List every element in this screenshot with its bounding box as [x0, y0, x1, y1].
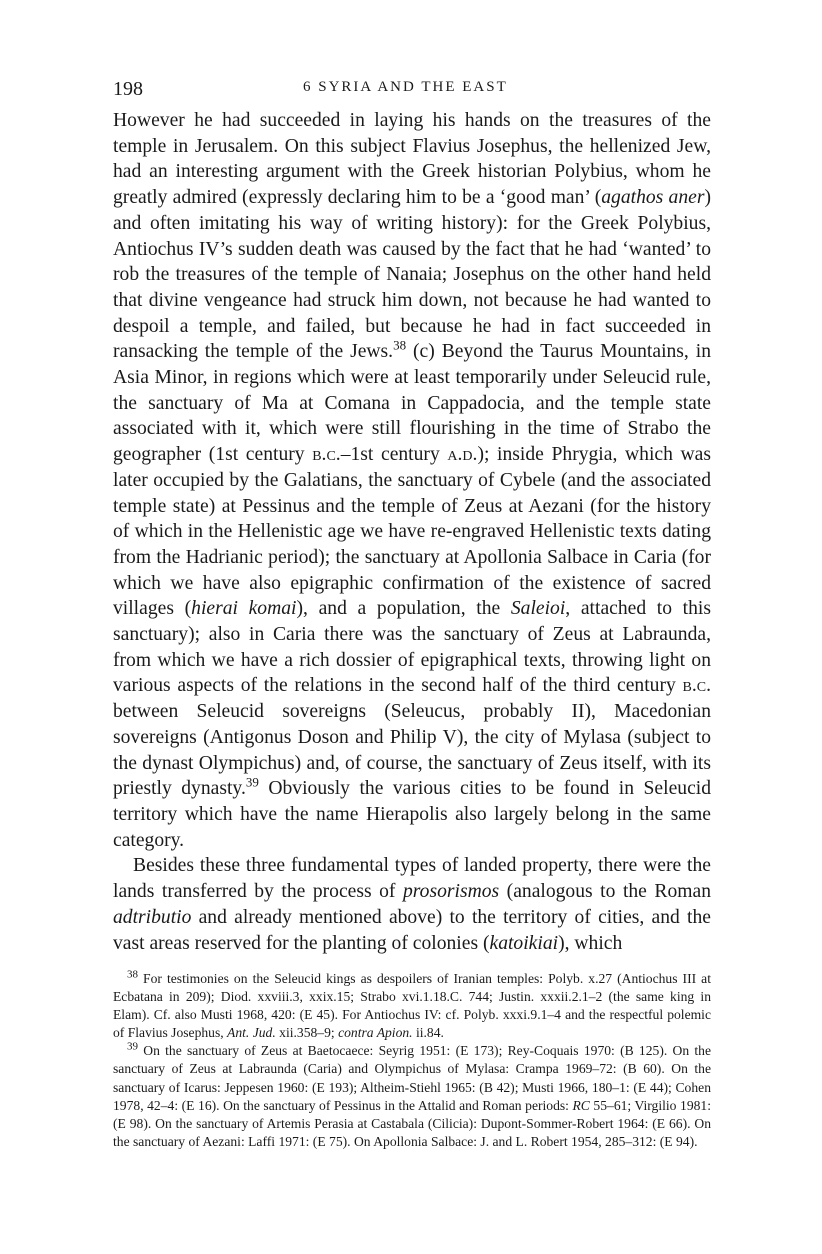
footnote-number: 39 [127, 1040, 138, 1053]
text-run: Obviously the various cities to be found in Seleucid territory which have the name Hierapolis also largely belong in the same category. [113, 778, 712, 851]
small-caps-era: b.c. [312, 444, 341, 466]
footnote-39 [113, 1042, 711, 1151]
footnote-text: On the sanctuary of Zeus at Baetocaece: Seyrig 1951: (E 173); Rey-Coquais 1970: (B 125). On the sanctuary of Zeus at Labraunda (Caria) and Olympichus of Mylasa: Crampa 1969–72: (B 60). On the sanctuary of Icarus: Jeppesen 1960: (E 193); Altheim-Stiehl 1965: (B 42); Musti 1966, 180–1: (E 44); Cohen 1978, 42–4: (E 16). On the sanctuary of Pessinus in the Attalid and Roman periods: [113, 1043, 711, 1113]
footnote-text: For testimonies on the Seleucid kings as despoilers of Iranian temples: Polyb. x.27 (Antiochus III at Ecbatana in 209); Diod. xxviii.3, xxix.15; Strabo xvi.1.18.C. 744; Justin. xxxii.2.1–2 (the same king in Elam). Cf. also Musti 1968, 420: (E 45). For Antiochus IV: cf. Polyb. xxxi.9.1–4 and the respectful polemic of Flavius Josephus, [113, 971, 711, 1041]
footnote-38 [113, 970, 711, 1042]
italic-citation: Ant. Jud. [227, 1025, 276, 1041]
footnote-text: 55–61; Virgilio 1981: (E 98). On the sanctuary of Artemis Perasia at Castabala (Cilicia): Dupont-Sommer-Robert 1964: (E 66). On the sanctuary of Aezani: Laffi 1971: (E 75). On Apollonia Salbace: J. and L. Robert 1954, 285–312: (E 94). [113, 1097, 711, 1149]
footnote-text: xii.358–9; [275, 1025, 339, 1041]
small-caps-era: b.c. [682, 675, 711, 697]
text-run: and already mentioned above) to the territory of cities, and the vast areas reserved for the planting of colonies ( [113, 906, 711, 954]
text-run: ), which [558, 932, 623, 954]
text-run: –1st century [340, 444, 448, 466]
italic-citation: RC [572, 1097, 590, 1113]
running-head [113, 78, 709, 104]
page-number: 198 [113, 78, 143, 100]
italic-citation: contra Apion. [338, 1025, 413, 1041]
text-run: However he had succeeded in laying his hands on the treasures of the temple in Jerusalem. On this subject Flavius Josephus, the hellenized Jew, had an interesting argument with the Greek historian Polybius, whom he greatly admired (expressly declaring him to be a ‘good man’ ( [113, 110, 711, 209]
main-text [113, 108, 711, 956]
italic-term: katoikiai [489, 932, 559, 954]
text-run: ); inside Phrygia, which was later occupied by the Galatians, the sanctuary of Cybele (and the associated temple state) at Pessinus and the temple of Zeus at Aezani (for the history of which in the Hellenistic age we have re-engraved Hellenistic texts dating from the Hadrianic period); the sanctuary at Apollonia Salbace in Caria (for which we have also epigraphic confirmation of the existence of sacred villages ( [113, 444, 711, 620]
text-run: (analogous to the Roman [499, 881, 711, 903]
paragraph-2 [113, 853, 711, 956]
footnote-text: ii.84. [412, 1025, 444, 1041]
footnote-ref-39[interactable]: 39 [245, 774, 259, 790]
text-run: ) and often imitating his way of writing history): for the Greek Polybius, Antiochus IV’s sudden death was caused by the fact that he had ‘wanted’ to rob the treasures of the temple of Nanaia; Josephus on the other hand held that divine vengeance had struck him down, not because he had wanted to despoil a temple, and failed, but because he had in fact succeeded in ransacking the temple of the Jews. [113, 187, 711, 363]
small-caps-era: a.d. [447, 444, 478, 466]
footnote-number: 38 [127, 968, 138, 981]
text-run: (c) Beyond the Taurus Mountains, in Asia Minor, in regions which were at least temporarily under Seleucid rule, the sanctuary of Ma at Comana in Cappadocia, and the temple state associated with it, which were still flourishing in the time of Strabo the geographer (1st century [113, 341, 712, 466]
italic-term: hierai komai [191, 598, 297, 620]
italic-term: adtributio [113, 906, 192, 928]
footnote-ref-38[interactable]: 38 [393, 337, 407, 353]
footnotes [113, 970, 711, 1151]
italic-term: prosorismos [402, 881, 500, 903]
italic-term: agathos aner [601, 187, 705, 209]
text-run: Besides these three fundamental types of landed property, there were the lands transferred by the process of [113, 855, 711, 903]
paragraph-1 [113, 108, 711, 853]
text-run: ), and a population, the [296, 598, 511, 620]
italic-term: Saleioi [510, 598, 566, 620]
text-run: , attached to this sanctuary); also in Caria there was the sanctuary of Zeus at Labraunda, from which we have a rich dossier of epigraphical texts, throwing light on various aspects of the relations in the second half of the third century [113, 598, 711, 697]
text-run: between Seleucid sovereigns (Seleucus, probably II), Macedonian sovereigns (Antigonus Doson and Philip V), the city of Mylasa (subject to the dynast Olympichus) and, of course, the sanctuary of Zeus itself, with its priestly dynasty. [113, 701, 711, 800]
chapter-title: 6 SYRIA AND THE EAST [303, 79, 508, 95]
